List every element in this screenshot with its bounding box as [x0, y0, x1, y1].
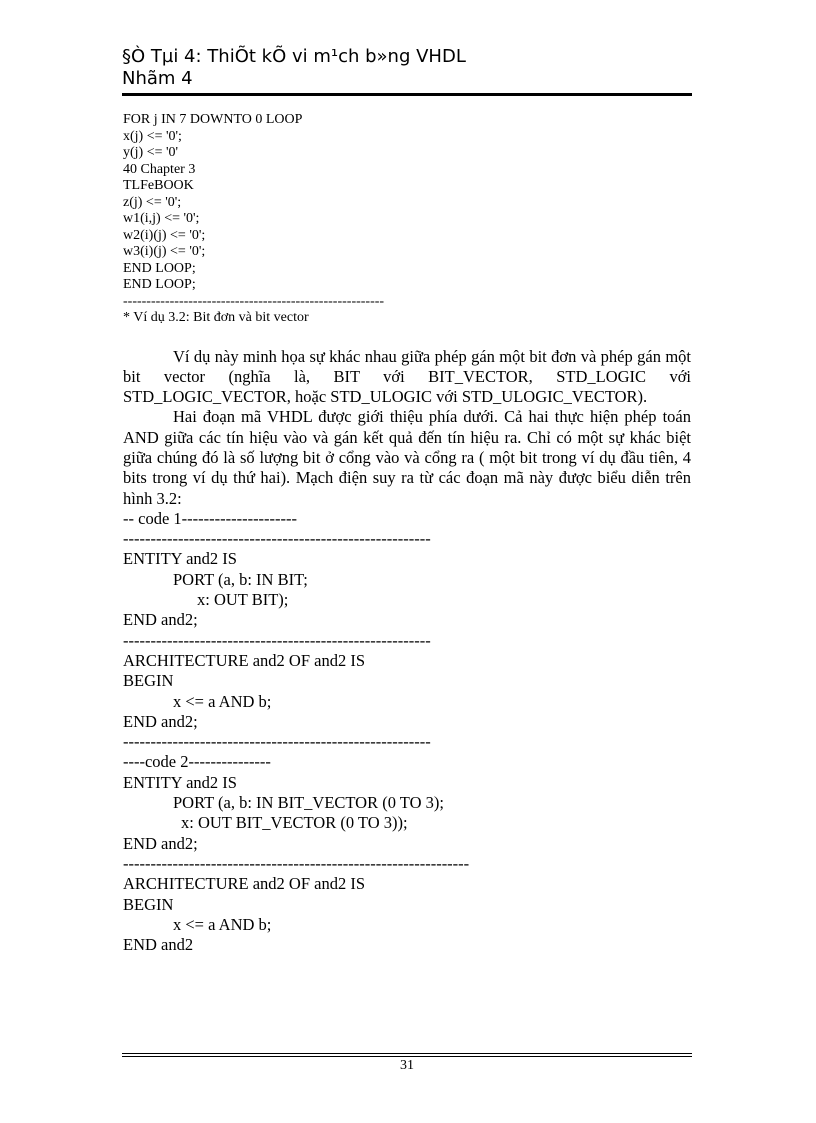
code-separator: --------------------------------------------------------: [123, 529, 431, 549]
code-line: z(j) <= '0';: [123, 194, 182, 210]
header-group: Nhãm 4: [122, 68, 193, 89]
header-title: §Ò Tµi 4: ThiÕt kÕ vi m¹ch b»ng VHDL: [122, 46, 466, 67]
code-line: x <= a AND b;: [173, 691, 272, 711]
header-divider: [122, 93, 692, 96]
code-separator: ---------------------------------------------------------------: [123, 853, 470, 873]
code-line: END LOOP;: [123, 277, 196, 292]
code-separator: --------------------------------------------------------: [123, 293, 385, 309]
code-line: END and2;: [123, 610, 198, 630]
paragraph: Ví dụ này minh họa sự khác nhau giữa phép gán một bit đơn và phép gán một bit vector (nghĩa là, BIT với BIT_VECTOR, STD_LOGIC với STD_LOGIC_VECTOR, hoặc STD_ULOGIC với STD_ULOGIC_VECTOR).: [123, 346, 691, 407]
code-line: x: OUT BIT);: [197, 590, 289, 610]
code-comment: -- code 1---------------------: [123, 508, 298, 528]
code-line: 40 Chapter 3: [123, 161, 196, 177]
code-line: END and2;: [123, 711, 198, 731]
code-line: PORT (a, b: IN BIT;: [173, 569, 308, 589]
code-line: x <= a AND b;: [173, 914, 272, 934]
page-body: [123, 112, 691, 955]
page-header: [122, 46, 692, 90]
code-line: END and2: [123, 935, 194, 955]
code-line: END and2;: [123, 833, 198, 853]
code-block-main: [123, 509, 691, 956]
footer-divider: [122, 1053, 692, 1057]
code-line: w2(i)(j) <= '0';: [123, 227, 206, 243]
code-comment: ----code 2---------------: [123, 752, 271, 772]
code-separator: --------------------------------------------------------: [123, 732, 431, 752]
code-line: ARCHITECTURE and2 OF and2 IS: [123, 874, 365, 894]
code-block-top: [123, 112, 691, 327]
code-line: ENTITY and2 IS: [123, 772, 237, 792]
code-separator: --------------------------------------------------------: [123, 630, 431, 650]
paragraph: Hai đoạn mã VHDL được giới thiệu phía dưới. Cả hai thực hiện phép toán AND giữa các tín hiệu vào và gán kết quả đến tín hiệu ra. Chỉ có một sự khác biệt giữa chúng đó là số lượng bit ở cổng vào và cổng ra ( một bit trong ví dụ đầu tiên, 4 bits trong ví dụ thứ hai). Mạch điện suy ra từ các đoạn mã này được biểu diễn trên hình 3.2:: [123, 407, 691, 508]
code-line: TLFeBOOK: [123, 178, 194, 193]
example-heading: * Ví dụ 3.2: Bit đơn và bit vector: [123, 310, 309, 325]
code-line: w3(i)(j) <= '0';: [123, 244, 206, 259]
code-line: BEGIN: [123, 671, 174, 691]
code-line: PORT (a, b: IN BIT_VECTOR (0 TO 3);: [173, 793, 444, 813]
code-line: BEGIN: [123, 894, 174, 914]
code-line: ARCHITECTURE and2 OF and2 IS: [123, 650, 365, 670]
code-line: x: OUT BIT_VECTOR (0 TO 3));: [181, 813, 408, 833]
code-line: FOR j IN 7 DOWNTO 0 LOOP: [123, 112, 303, 127]
code-line: y(j) <= '0': [123, 145, 179, 160]
code-line: x(j) <= '0';: [123, 128, 182, 144]
page-number: 31: [400, 1058, 414, 1073]
code-line: w1(i,j) <= '0';: [123, 211, 200, 226]
code-line: END LOOP;: [123, 260, 196, 276]
code-line: ENTITY and2 IS: [123, 549, 237, 569]
